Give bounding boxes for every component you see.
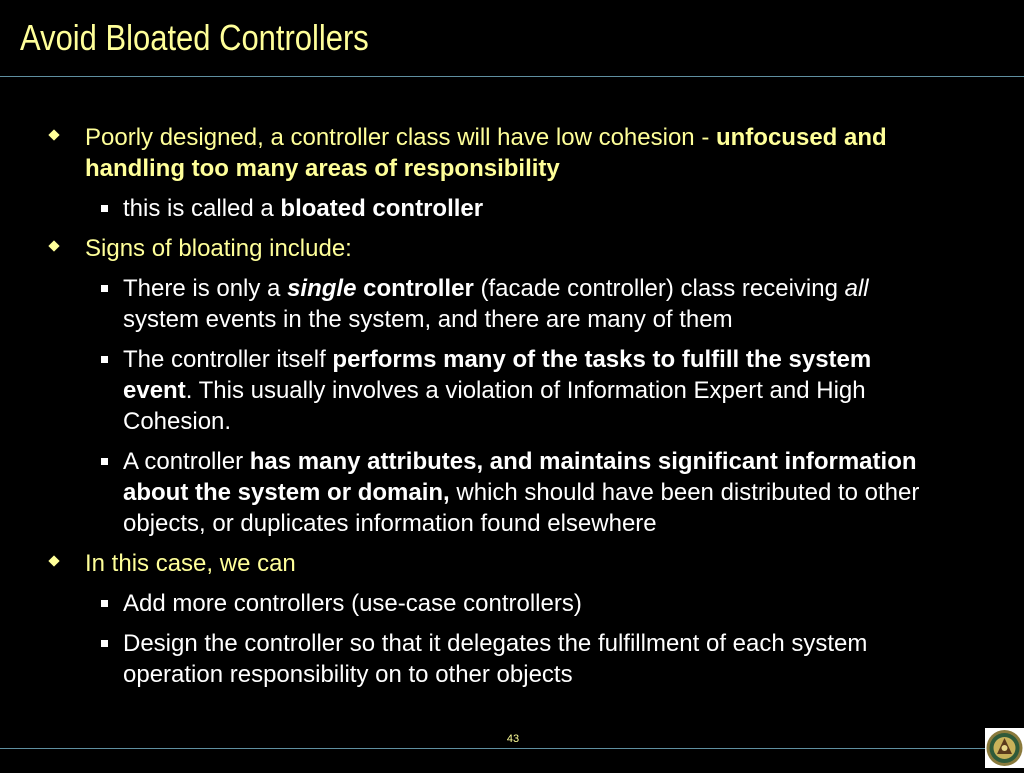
bullet-text-post: which should have been distributed to other objects, or duplicates information found elsewhere bbox=[123, 479, 920, 537]
diamond-bullet-icon bbox=[48, 555, 59, 566]
bullet-emphasis: has many attributes, and maintains significant information about the system or domain, bbox=[123, 448, 917, 506]
sub-bullet-add-controllers bbox=[85, 588, 928, 619]
title-divider bbox=[0, 76, 1024, 77]
square-bullet-icon bbox=[101, 458, 108, 465]
square-bullet-icon bbox=[101, 600, 108, 607]
square-bullet-icon bbox=[101, 356, 108, 363]
bullet-emphasis: bloated controller bbox=[280, 195, 484, 222]
bullet-emphasis: controller bbox=[356, 275, 474, 302]
bullet-emphasis: performs many of the tasks to fulfill the system event bbox=[123, 346, 872, 404]
bullet-emphasis: unfocused and handling too many areas of responsibility bbox=[85, 124, 887, 182]
bullet-signs-of-bloating bbox=[48, 233, 988, 264]
seal-logo bbox=[985, 728, 1024, 768]
bullet-italic: all bbox=[844, 275, 869, 302]
bullet-text: Poorly designed, a controller class will have low cohesion - bbox=[85, 124, 716, 151]
bullet-text: Add more controllers (use-case controllers) bbox=[123, 590, 582, 617]
sub-bullet-single-controller bbox=[85, 273, 928, 335]
square-bullet-icon bbox=[101, 205, 108, 212]
diamond-bullet-icon bbox=[48, 240, 59, 251]
bullet-text: Signs of bloating include: bbox=[85, 235, 352, 262]
seal-icon bbox=[985, 728, 1024, 768]
slide-content bbox=[48, 122, 988, 699]
bullet-poorly-designed bbox=[48, 122, 988, 184]
square-bullet-icon bbox=[101, 640, 108, 647]
bullet-text-mid: (facade controller) class receiving bbox=[473, 275, 845, 302]
page-number: 43 bbox=[506, 733, 520, 745]
sub-bullet-performs-tasks bbox=[85, 344, 928, 437]
bullet-text: There is only a bbox=[123, 275, 288, 302]
bullet-text: this is called a bbox=[123, 195, 281, 222]
diamond-bullet-icon bbox=[48, 129, 59, 140]
bullet-text: The controller itself bbox=[123, 346, 333, 373]
sub-bullet-delegate bbox=[85, 628, 928, 690]
bullet-emphasis-italic: single bbox=[287, 275, 357, 302]
bullet-text: Design the controller so that it delegates the fulfillment of each system operation responsibility on to other objects bbox=[123, 630, 868, 688]
bullet-in-this-case bbox=[48, 548, 988, 579]
bullet-text: A controller bbox=[123, 448, 250, 475]
bullet-text-post: . This usually involves a violation of Information Expert and High Cohesion. bbox=[123, 377, 866, 435]
bullet-text-post: system events in the system, and there are many of them bbox=[123, 306, 733, 333]
sub-bullet-many-attributes bbox=[85, 446, 928, 539]
sub-bullet-bloated-controller bbox=[85, 193, 928, 224]
slide-title: Avoid Bloated Controllers bbox=[20, 17, 369, 58]
square-bullet-icon bbox=[101, 285, 108, 292]
footer-divider bbox=[0, 748, 985, 749]
bullet-text: In this case, we can bbox=[85, 550, 296, 577]
